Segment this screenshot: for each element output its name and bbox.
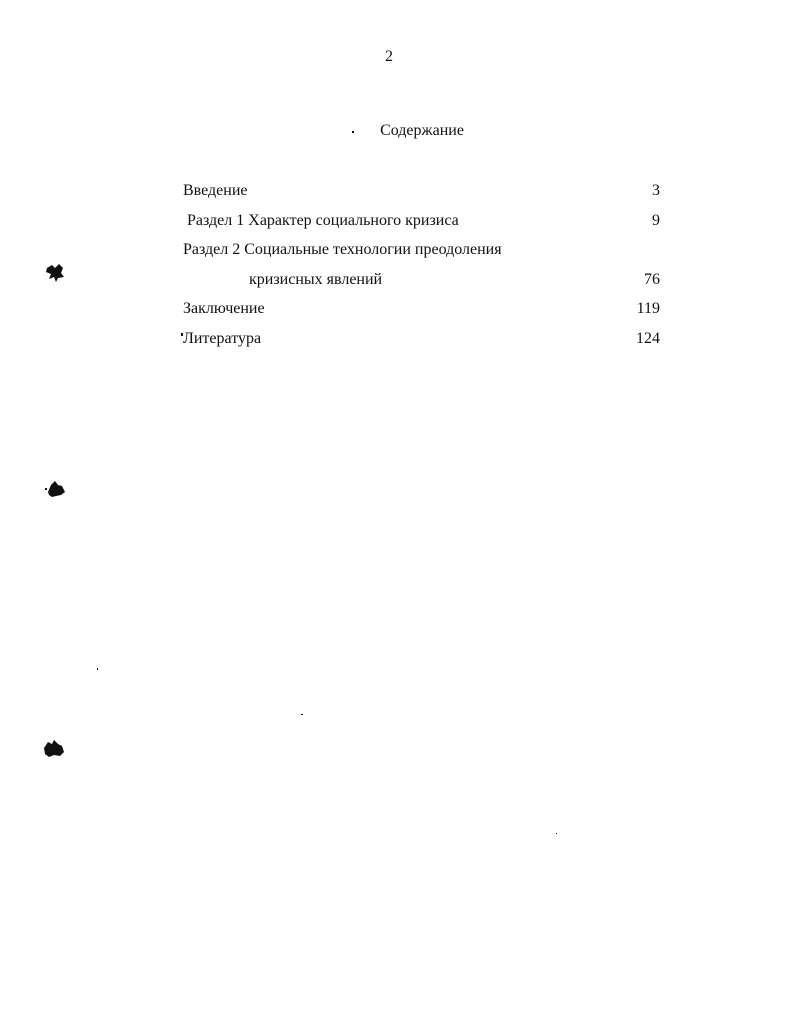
page-number: 2 bbox=[385, 48, 393, 65]
toc-entry-page: 124 bbox=[636, 329, 660, 347]
scan-speck bbox=[556, 833, 557, 834]
toc-entry-page: 119 bbox=[636, 300, 660, 317]
scan-speck bbox=[352, 131, 354, 133]
toc-entry bbox=[183, 298, 660, 328]
toc-entry-page: 76 bbox=[644, 270, 660, 288]
toc-entry-label: Раздел 1 Характер социального кризиса bbox=[187, 211, 459, 229]
toc-entry-page: 9 bbox=[652, 211, 660, 229]
toc-entry bbox=[183, 269, 660, 299]
scan-speck bbox=[97, 668, 98, 670]
toc-entry bbox=[183, 328, 660, 358]
ink-blot bbox=[42, 738, 66, 760]
toc-title: Содержание bbox=[380, 122, 464, 139]
toc-entry-label: Раздел 2 Социальные технологии преодоления bbox=[183, 241, 502, 258]
toc-entry-label: Литература bbox=[183, 329, 262, 347]
scan-speck bbox=[301, 714, 303, 715]
ink-blot bbox=[44, 262, 66, 284]
toc-entry bbox=[183, 210, 660, 240]
ink-blot bbox=[44, 478, 68, 500]
toc-entry-label: Введение bbox=[183, 182, 248, 199]
toc-entry bbox=[183, 239, 660, 269]
scan-speck bbox=[181, 333, 183, 336]
toc-entry bbox=[183, 180, 660, 210]
table-of-contents bbox=[183, 180, 660, 357]
toc-entry-label: кризисных явлений bbox=[249, 270, 383, 288]
toc-entry-page: 3 bbox=[652, 182, 660, 199]
toc-entry-label: Заключение bbox=[183, 300, 265, 317]
